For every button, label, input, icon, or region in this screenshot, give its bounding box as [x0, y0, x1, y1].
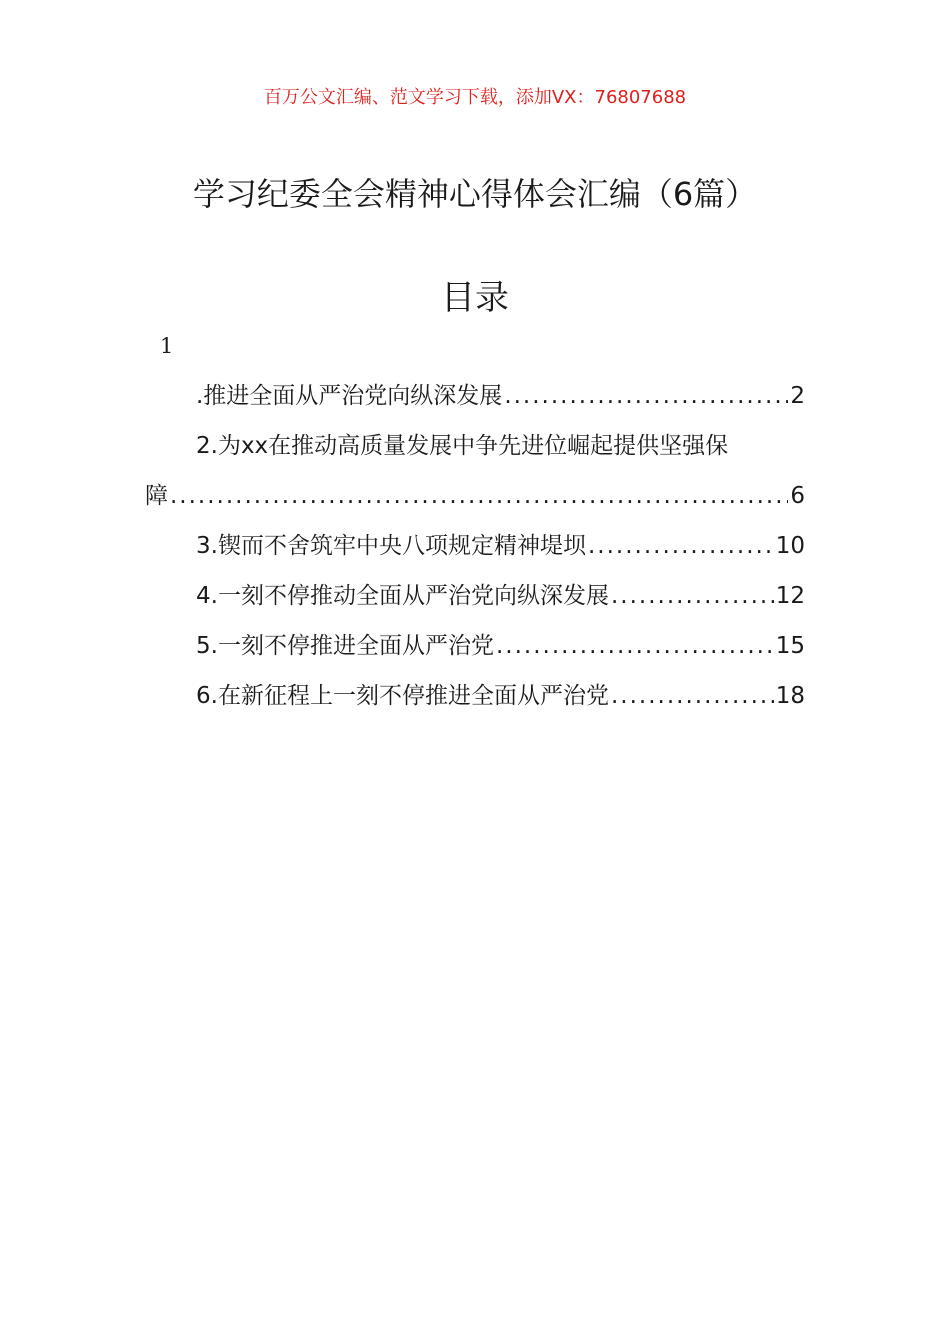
toc-entry-6[interactable] — [145, 671, 805, 721]
toc-entry-text: 5.一刻不停推进全面从严治党 — [196, 633, 494, 659]
watermark-header-note: 百万公文汇编、范文学习下载，添加VX：76807688 — [263, 87, 687, 108]
toc-leader-dots — [170, 471, 788, 521]
toc-page-number: 18 — [775, 683, 805, 709]
toc-page-number: 15 — [775, 633, 805, 659]
document-title: 学习纪委全会精神心得体会汇编（6篇） — [192, 175, 758, 213]
toc-entry-1[interactable] — [145, 371, 805, 421]
toc-entry-2-line2[interactable] — [145, 471, 805, 521]
table-of-contents — [145, 371, 805, 721]
toc-heading: 目录 — [441, 278, 509, 318]
toc-page-number: 2 — [790, 383, 805, 409]
toc-entry-3[interactable] — [145, 521, 805, 571]
toc-entry-4[interactable] — [145, 571, 805, 621]
toc-page-number: 10 — [775, 533, 805, 559]
toc-entry-text: 6.在新征程上一刻不停推进全面从严治党 — [196, 683, 609, 709]
toc-leader-dots — [611, 671, 774, 721]
toc-entry-5[interactable] — [145, 621, 805, 671]
toc-entry-text: 障 — [145, 483, 168, 509]
toc-entry-text: 2.为xx在推动高质量发展中争先进位崛起提供坚强保 — [196, 433, 729, 459]
toc-entry-text: 3.锲而不舍筑牢中央八项规定精神堤坝 — [196, 533, 586, 559]
toc-leader-dots — [504, 371, 788, 421]
toc-entry-2-line1[interactable] — [145, 421, 805, 471]
stray-number: 1 — [160, 334, 174, 358]
toc-page-number: 12 — [775, 583, 805, 609]
toc-page-number: 6 — [790, 483, 805, 509]
toc-leader-dots — [611, 571, 774, 621]
toc-entry-text: .推进全面从严治党向纵深发展 — [196, 383, 503, 409]
toc-entry-text: 4.一刻不停推动全面从严治党向纵深发展 — [196, 583, 609, 609]
toc-leader-dots — [588, 521, 774, 571]
toc-leader-dots — [496, 621, 774, 671]
